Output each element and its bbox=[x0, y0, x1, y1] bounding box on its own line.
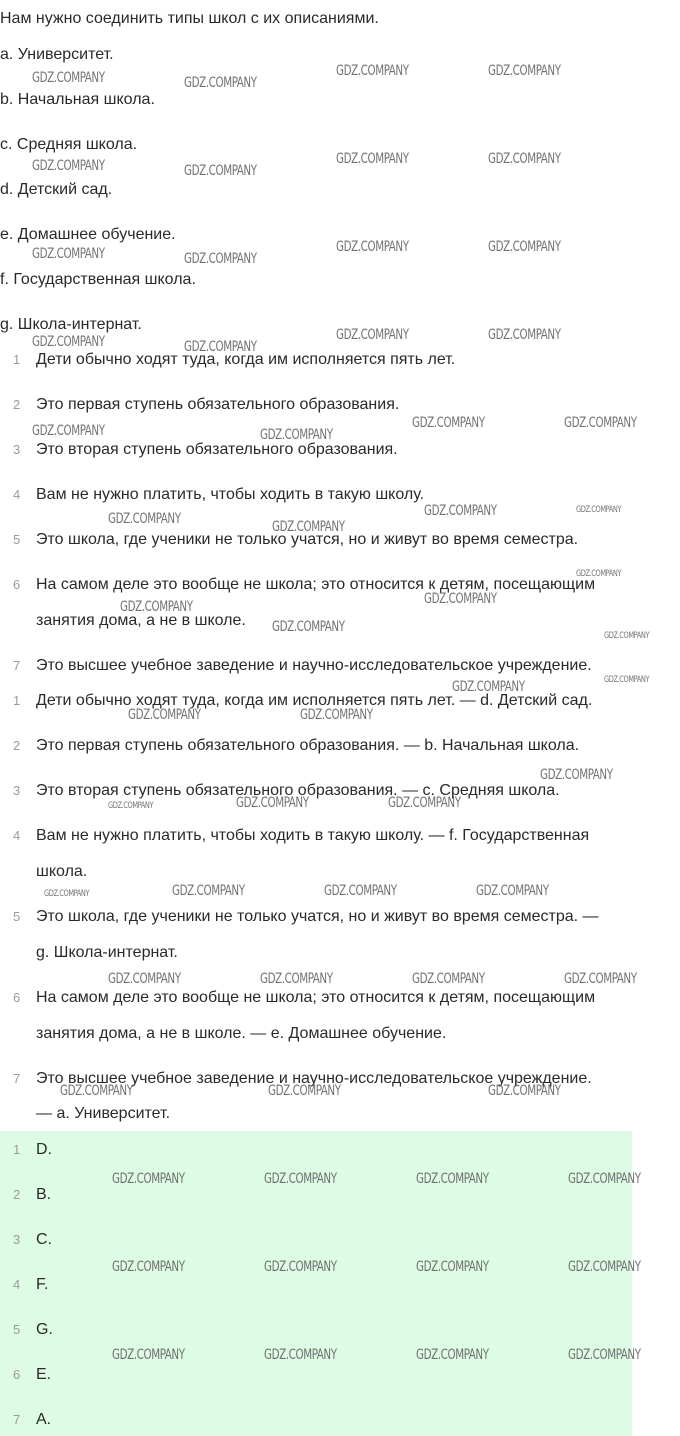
watermark: GDZ.COMPANY bbox=[300, 707, 373, 723]
list-number: 3 bbox=[13, 442, 21, 457]
description-item: Это первая ступень обязательного образования. bbox=[36, 396, 400, 413]
match-item: Это высшее учебное заведение и научно-исследовательское учреждение. bbox=[36, 1070, 592, 1087]
watermark: GDZ.COMPANY bbox=[488, 1083, 561, 1099]
watermark: GDZ.COMPANY bbox=[184, 339, 257, 355]
watermark: GDZ.COMPANY bbox=[32, 423, 105, 439]
watermark: GDZ.COMPANY bbox=[336, 63, 409, 79]
match-item-cont: g. Школа-интернат. bbox=[36, 944, 178, 961]
watermark: GDZ.COMPANY bbox=[576, 569, 622, 579]
list-number: 6 bbox=[13, 990, 21, 1005]
watermark: GDZ.COMPANY bbox=[452, 679, 525, 695]
option-d: d. Детский сад. bbox=[0, 181, 113, 198]
match-item: Это первая ступень обязательного образования. — b. Начальная школа. bbox=[36, 737, 580, 754]
watermark: GDZ.COMPANY bbox=[604, 631, 650, 641]
watermark: GDZ.COMPANY bbox=[416, 1347, 489, 1363]
watermark: GDZ.COMPANY bbox=[32, 70, 105, 86]
watermark: GDZ.COMPANY bbox=[568, 1259, 641, 1275]
watermark: GDZ.COMPANY bbox=[260, 427, 333, 443]
watermark: GDZ.COMPANY bbox=[488, 151, 561, 167]
watermark: GDZ.COMPANY bbox=[184, 163, 257, 179]
list-number: 6 bbox=[13, 1367, 21, 1382]
description-item: На самом деле это вообще не школа; это относится к детям, посещающим bbox=[36, 576, 596, 593]
list-number: 5 bbox=[13, 532, 21, 547]
match-item-cont: школа. bbox=[36, 863, 88, 880]
list-number: 2 bbox=[13, 738, 21, 753]
list-number: 1 bbox=[13, 1142, 21, 1157]
match-item: На самом деле это вообще не школа; это относится к детям, посещающим bbox=[36, 989, 596, 1006]
match-item-cont: занятия дома, а не в школе. — e. Домашнее обучение. bbox=[36, 1025, 447, 1042]
watermark: GDZ.COMPANY bbox=[112, 1347, 185, 1363]
list-number: 4 bbox=[13, 1277, 21, 1292]
answer-letter: B. bbox=[36, 1186, 52, 1203]
watermark: GDZ.COMPANY bbox=[576, 505, 622, 515]
watermark: GDZ.COMPANY bbox=[32, 334, 105, 350]
list-number: 4 bbox=[13, 487, 21, 502]
option-a: a. Университет. bbox=[0, 46, 114, 63]
watermark: GDZ.COMPANY bbox=[488, 239, 561, 255]
watermark: GDZ.COMPANY bbox=[272, 619, 345, 635]
watermark: GDZ.COMPANY bbox=[112, 1259, 185, 1275]
list-number: 1 bbox=[13, 693, 21, 708]
watermark: GDZ.COMPANY bbox=[172, 883, 245, 899]
description-item: Вам не нужно платить, чтобы ходить в такую школу. bbox=[36, 486, 425, 503]
list-number: 7 bbox=[13, 658, 21, 673]
watermark: GDZ.COMPANY bbox=[120, 599, 193, 615]
watermark: GDZ.COMPANY bbox=[32, 246, 105, 262]
answer-letter: E. bbox=[36, 1366, 52, 1383]
list-number: 3 bbox=[13, 1232, 21, 1247]
option-f: f. Государственная школа. bbox=[0, 271, 196, 288]
task-intro: Нам нужно соединить типы школ с их описаниями. bbox=[0, 10, 379, 27]
match-item-cont: — a. Университет. bbox=[36, 1105, 171, 1122]
watermark: GDZ.COMPANY bbox=[236, 795, 309, 811]
description-item: Это школа, где ученики не только учатся, но и живут во время семестра. bbox=[36, 531, 579, 548]
watermark: GDZ.COMPANY bbox=[272, 519, 345, 535]
description-item: Это вторая ступень обязательного образования. bbox=[36, 441, 398, 458]
option-e: e. Домашнее обучение. bbox=[0, 226, 176, 243]
watermark: GDZ.COMPANY bbox=[564, 971, 637, 987]
watermark: GDZ.COMPANY bbox=[44, 889, 90, 899]
list-number: 4 bbox=[13, 828, 21, 843]
watermark: GDZ.COMPANY bbox=[128, 707, 201, 723]
watermark: GDZ.COMPANY bbox=[476, 883, 549, 899]
option-g: g. Школа-интернат. bbox=[0, 316, 142, 333]
watermark: GDZ.COMPANY bbox=[604, 675, 650, 685]
list-number: 5 bbox=[13, 1322, 21, 1337]
list-number: 1 bbox=[13, 352, 21, 367]
watermark: GDZ.COMPANY bbox=[412, 415, 485, 431]
watermark: GDZ.COMPANY bbox=[264, 1347, 337, 1363]
list-number: 2 bbox=[13, 1187, 21, 1202]
option-c: c. Средняя школа. bbox=[0, 136, 138, 153]
watermark: GDZ.COMPANY bbox=[32, 158, 105, 174]
watermark: GDZ.COMPANY bbox=[264, 1259, 337, 1275]
option-b: b. Начальная школа. bbox=[0, 91, 155, 108]
watermark: GDZ.COMPANY bbox=[108, 801, 154, 811]
watermark: GDZ.COMPANY bbox=[60, 1083, 133, 1099]
list-number: 2 bbox=[13, 397, 21, 412]
watermark: GDZ.COMPANY bbox=[112, 1171, 185, 1187]
watermark: GDZ.COMPANY bbox=[416, 1259, 489, 1275]
answer-letter: C. bbox=[36, 1231, 52, 1248]
answer-letter: D. bbox=[36, 1141, 52, 1158]
list-number: 6 bbox=[13, 577, 21, 592]
watermark: GDZ.COMPANY bbox=[568, 1171, 641, 1187]
watermark: GDZ.COMPANY bbox=[388, 795, 461, 811]
watermark: GDZ.COMPANY bbox=[108, 511, 181, 527]
list-number: 5 bbox=[13, 909, 21, 924]
match-item: Это школа, где ученики не только учатся, но и живут во время семестра. — bbox=[36, 908, 599, 925]
watermark: GDZ.COMPANY bbox=[568, 1347, 641, 1363]
list-number: 7 bbox=[13, 1412, 21, 1427]
description-item-cont: занятия дома, а не в школе. bbox=[36, 612, 246, 629]
watermark: GDZ.COMPANY bbox=[260, 971, 333, 987]
watermark: GDZ.COMPANY bbox=[488, 63, 561, 79]
description-item: Это высшее учебное заведение и научно-исследовательское учреждение. bbox=[36, 657, 592, 674]
description-item: Дети обычно ходят туда, когда им исполняется пять лет. bbox=[36, 351, 456, 368]
watermark: GDZ.COMPANY bbox=[324, 883, 397, 899]
watermark: GDZ.COMPANY bbox=[336, 239, 409, 255]
watermark: GDZ.COMPANY bbox=[424, 591, 497, 607]
list-number: 3 bbox=[13, 783, 21, 798]
watermark: GDZ.COMPANY bbox=[184, 75, 257, 91]
watermark: GDZ.COMPANY bbox=[264, 1171, 337, 1187]
watermark: GDZ.COMPANY bbox=[336, 151, 409, 167]
match-item: Это вторая ступень обязательного образования. — c. Средняя школа. bbox=[36, 782, 560, 799]
watermark: GDZ.COMPANY bbox=[412, 971, 485, 987]
list-number: 7 bbox=[13, 1071, 21, 1086]
match-item: Дети обычно ходят туда, когда им исполняется пять лет. — d. Детский сад. bbox=[36, 692, 593, 709]
watermark: GDZ.COMPANY bbox=[336, 327, 409, 343]
match-item: Вам не нужно платить, чтобы ходить в такую школу. — f. Государственная bbox=[36, 827, 590, 844]
watermark: GDZ.COMPANY bbox=[564, 415, 637, 431]
watermark: GDZ.COMPANY bbox=[416, 1171, 489, 1187]
watermark: GDZ.COMPANY bbox=[540, 767, 613, 783]
watermark: GDZ.COMPANY bbox=[184, 251, 257, 267]
watermark: GDZ.COMPANY bbox=[268, 1083, 341, 1099]
answer-letter: G. bbox=[36, 1321, 53, 1338]
watermark: GDZ.COMPANY bbox=[108, 971, 181, 987]
answer-letter: F. bbox=[36, 1276, 49, 1293]
watermark: GDZ.COMPANY bbox=[488, 327, 561, 343]
answer-letter: A. bbox=[36, 1411, 52, 1428]
watermark: GDZ.COMPANY bbox=[424, 503, 497, 519]
